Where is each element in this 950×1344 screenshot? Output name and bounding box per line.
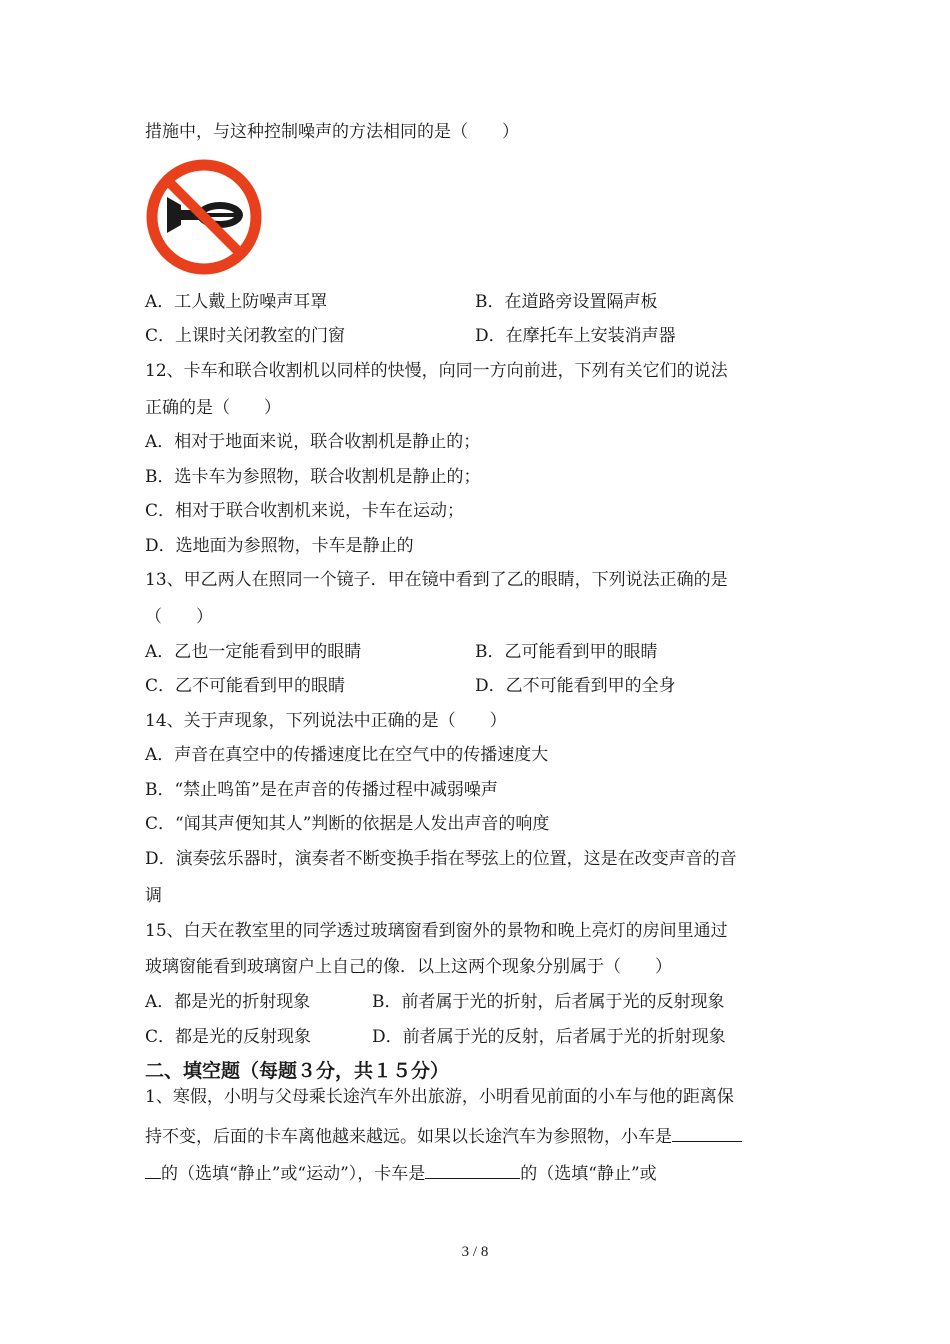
- answer-blank-2[interactable]: [425, 1162, 520, 1179]
- answer-blank-1b[interactable]: [145, 1162, 161, 1179]
- q15-option-a: A．都是光的折射现象: [145, 992, 311, 1012]
- q13-stem-1: 13、甲乙两人在照同一个镜子．甲在镜中看到了乙的眼睛，下列说法正确的是: [145, 570, 728, 590]
- q14-option-d-1: D．演奏弦乐器时，演奏者不断变换手指在琴弦上的位置，这是在改变声音的音: [145, 849, 737, 869]
- f1-stem-3: [145, 1162, 657, 1184]
- q11-option-a: A．工人戴上防噪声耳罩: [145, 292, 328, 312]
- f1-stem-3-text-b: 的（选填“静止”或: [520, 1164, 657, 1184]
- page-number: 3 / 8: [461, 1244, 489, 1260]
- section-heading-fill-in: 二、填空题（每题３分，共１５分）: [145, 1060, 450, 1082]
- q15-stem-1: 15、白天在教室里的同学透过玻璃窗看到窗外的景物和晚上亮灯的房间里通过: [145, 921, 728, 941]
- q12-stem-2: 正确的是（ ）: [145, 398, 281, 418]
- q12-option-c: C．相对于联合收割机来说，卡车在运动；: [145, 501, 465, 521]
- q14-stem: 14、关于声现象，下列说法中正确的是（ ）: [145, 711, 507, 731]
- f1-stem-3-text-a: 的（选填“静止”或“运动”），卡车是: [161, 1164, 426, 1184]
- q13-stem-2: （ ）: [145, 607, 213, 627]
- q14-option-a: A．声音在真空中的传播速度比在空气中的传播速度大: [145, 745, 549, 765]
- q11-option-b: B．在道路旁设置隔声板: [475, 292, 658, 312]
- q13-option-a: A．乙也一定能看到甲的眼睛: [145, 642, 362, 662]
- q15-option-d: D．前者属于光的反射，后者属于光的折射现象: [372, 1027, 726, 1047]
- f1-stem-2: [145, 1125, 742, 1147]
- q15-option-b: B．前者属于光的折射，后者属于光的反射现象: [372, 992, 725, 1012]
- q11-tail: 措施中，与这种控制噪声的方法相同的是（ ）: [145, 122, 519, 142]
- no-horn-sign-icon: [145, 157, 263, 277]
- q11-option-d: D．在摩托车上安装消声器: [475, 326, 676, 346]
- q12-stem-1: 12、卡车和联合收割机以同样的快慢，向同一方向前进，下列有关它们的说法: [145, 361, 728, 381]
- q12-option-b: B．选卡车为参照物，联合收割机是静止的；: [145, 467, 481, 487]
- q11-option-c: C．上课时关闭教室的门窗: [145, 326, 346, 346]
- f1-stem-1: 1、寒假，小明与父母乘长途汽车外出旅游，小明看见前面的小车与他的距离保: [145, 1087, 734, 1107]
- q14-option-c: C．“闻其声便知其人”判断的依据是人发出声音的响度: [145, 814, 550, 834]
- answer-blank-1a[interactable]: [672, 1125, 742, 1142]
- q15-stem-2: 玻璃窗能看到玻璃窗户上自己的像．以上这两个现象分别属于（ ）: [145, 957, 672, 977]
- q15-option-c: C．都是光的反射现象: [145, 1027, 312, 1047]
- q13-option-c: C．乙不可能看到甲的眼睛: [145, 676, 346, 696]
- q13-option-d: D．乙不可能看到甲的全身: [475, 676, 676, 696]
- q12-option-a: A．相对于地面来说，联合收割机是静止的；: [145, 432, 481, 452]
- q14-option-d-2: 调: [145, 886, 162, 906]
- f1-stem-2-text: 持不变，后面的卡车离他越来越远。如果以长途汽车为参照物，小车是: [145, 1127, 672, 1147]
- q14-option-b: B．“禁止鸣笛”是在声音的传播过程中减弱噪声: [145, 780, 498, 800]
- q12-option-d: D．选地面为参照物，卡车是静止的: [145, 536, 414, 556]
- q13-option-b: B．乙可能看到甲的眼睛: [475, 642, 658, 662]
